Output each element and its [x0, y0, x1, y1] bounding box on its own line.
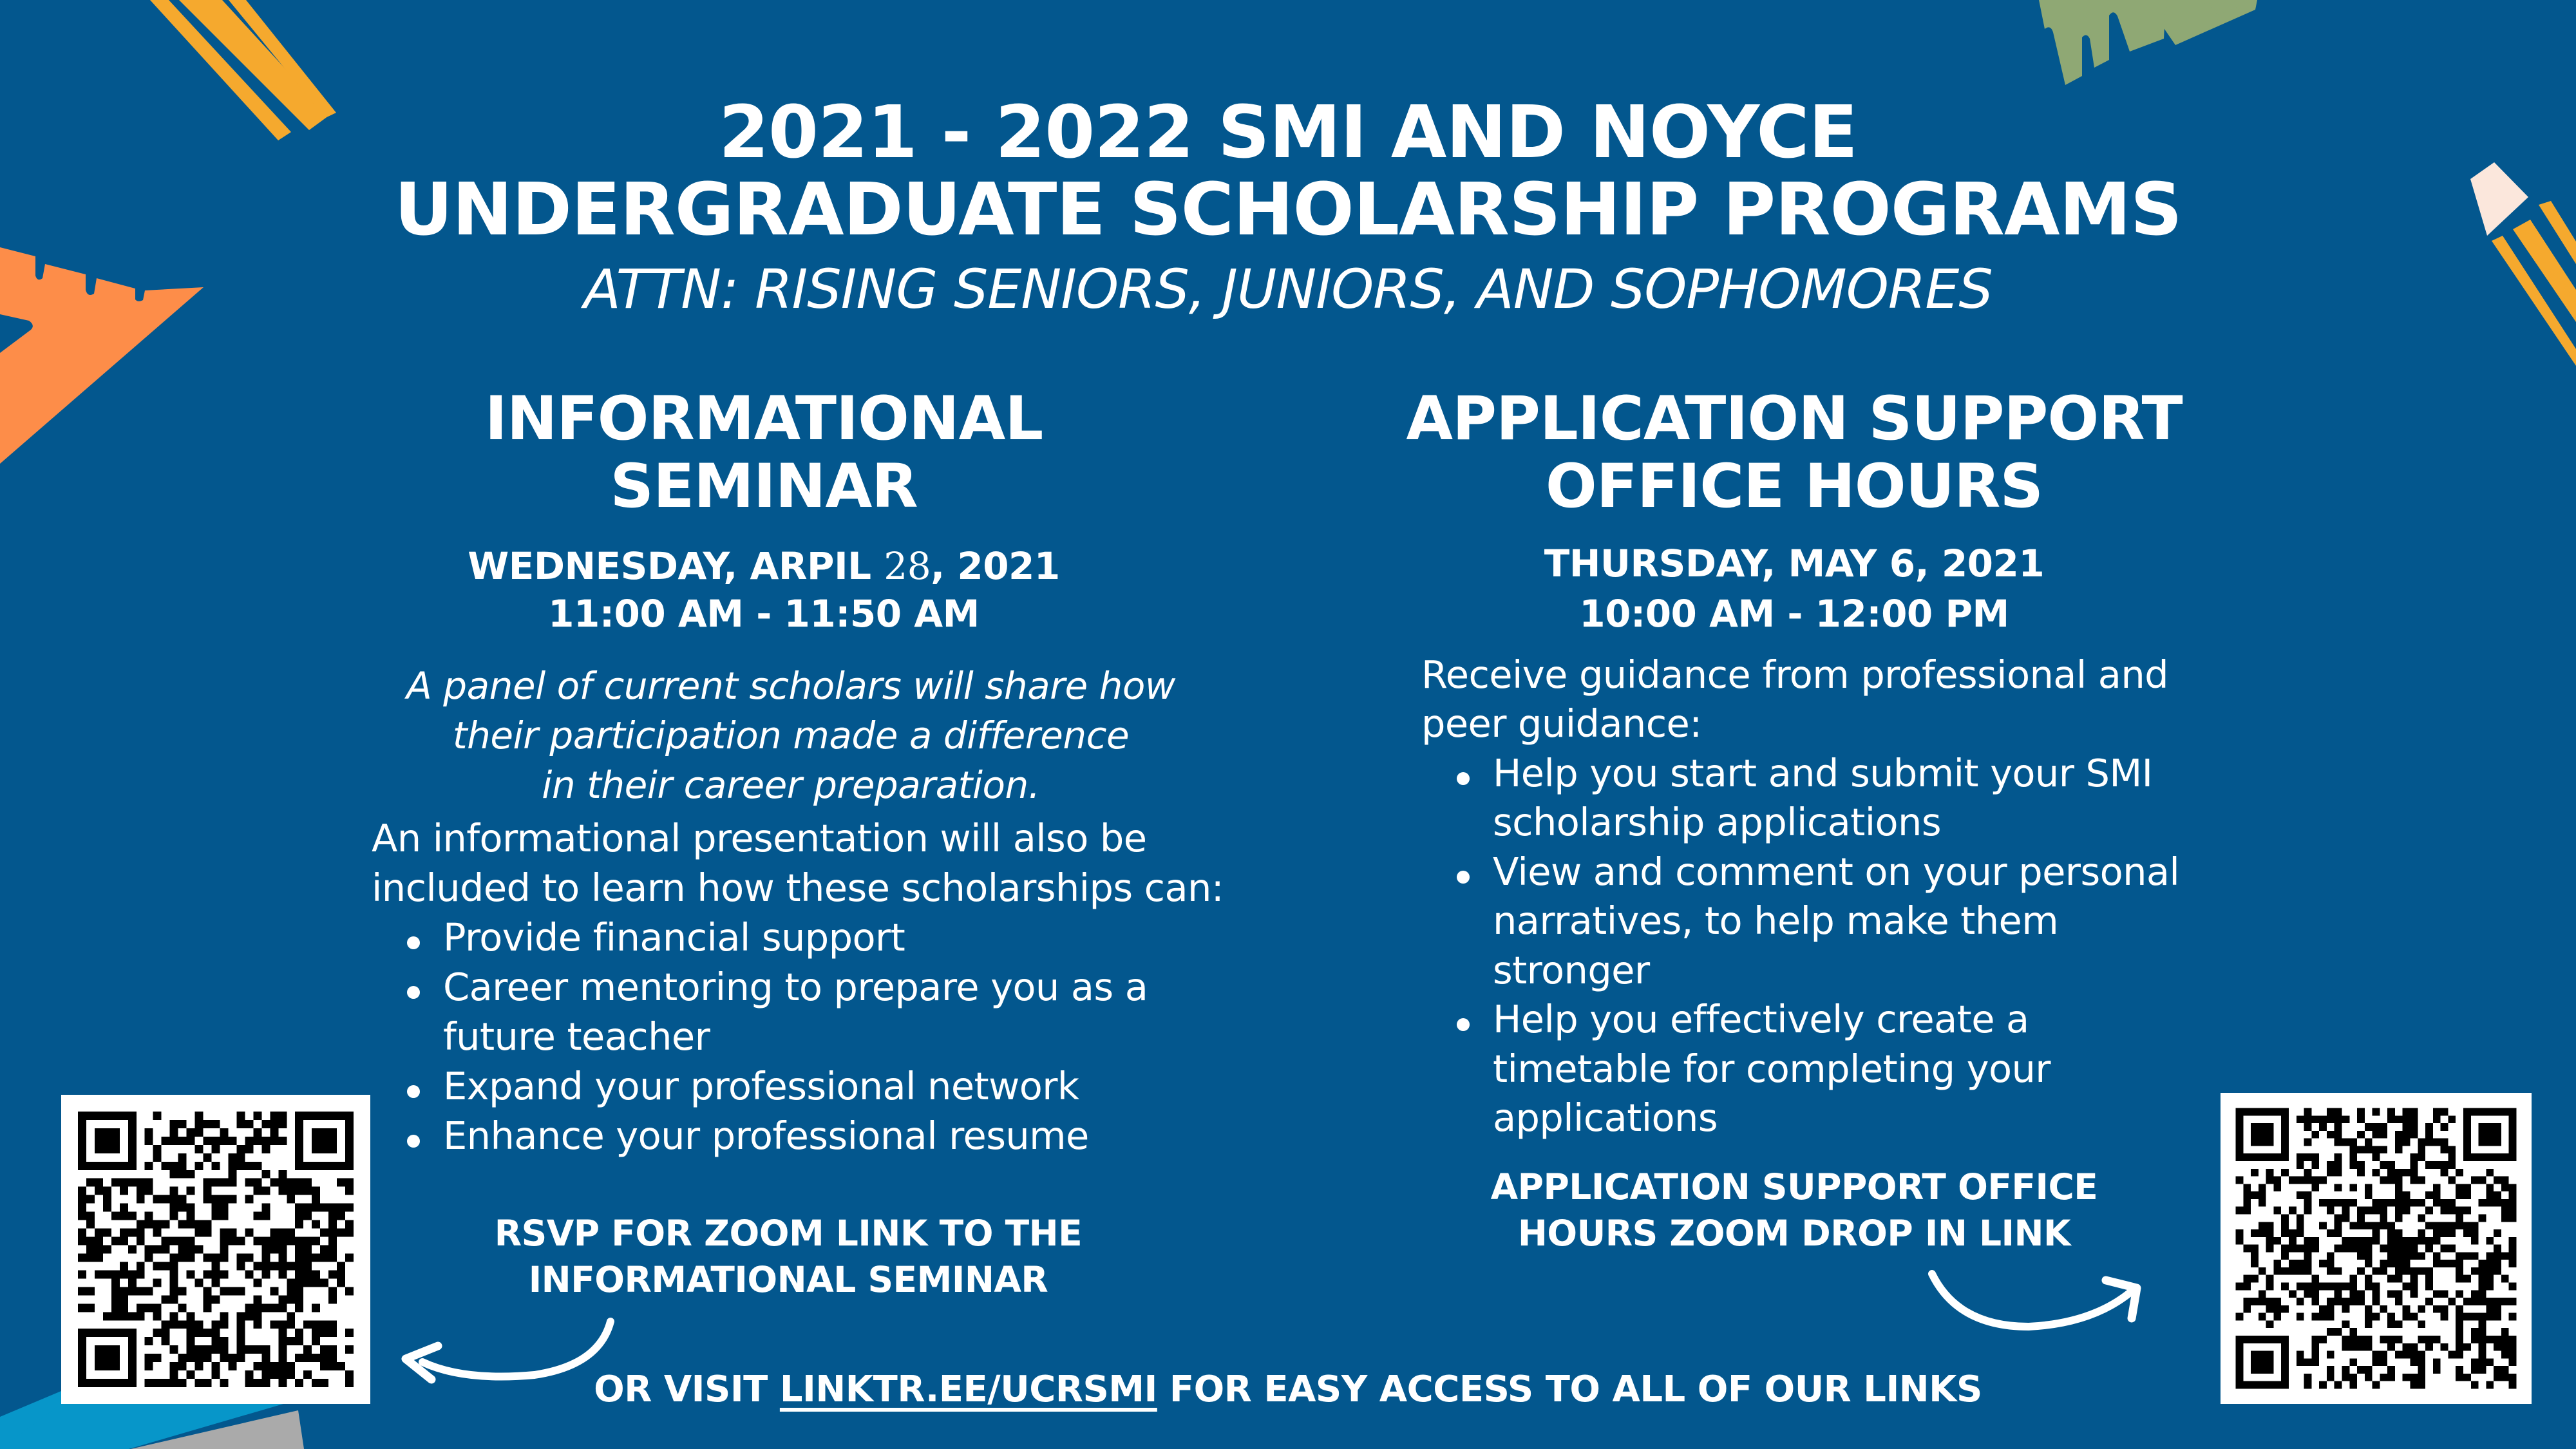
pencil-top-left-icon — [150, 0, 336, 140]
seminar-rsvp-line-2[interactable]: INFORMATIONAL SEMINAR — [528, 1259, 1048, 1300]
office-hours-link-line-2[interactable]: HOURS ZOOM DROP IN LINK — [1517, 1213, 2071, 1254]
office-hours-qr-code-icon[interactable] — [2221, 1093, 2532, 1404]
seminar-heading-line-1: INFORMATIONAL — [484, 384, 1043, 454]
bullet-icon — [407, 1135, 420, 1148]
office-hours-heading-line-1: APPLICATION SUPPORT — [1406, 384, 2183, 454]
seminar-intro-line: included to learn how these scholarships can: — [372, 866, 1224, 910]
linktree-link[interactable]: LINKTR.EE/UCRSMI — [779, 1368, 1157, 1410]
list-item-text: Help you start and submit your SMI — [1493, 751, 2153, 795]
title-line-2: UNDERGRADUATE SCHOLARSHIP PROGRAMS — [394, 168, 2182, 252]
seminar-intro-line: An informational presentation will also be — [372, 816, 1147, 860]
list-item-text: Enhance your professional resume — [443, 1113, 1089, 1158]
bullet-icon — [407, 1085, 420, 1098]
office-hours-link-line-1[interactable]: APPLICATION SUPPORT OFFICE — [1490, 1166, 2098, 1208]
qr-code-icon — [2221, 1093, 2532, 1404]
arrow-right-icon — [1932, 1274, 2137, 1327]
seminar-description-line: their participation made a difference — [452, 714, 1130, 757]
list-item-text: future teacher — [443, 1014, 710, 1059]
subtitle: ATTN: RISING SENIORS, JUNIORS, AND SOPHOMORES — [583, 258, 1993, 321]
list-item-text: applications — [1493, 1095, 1718, 1140]
list-item-text: Expand your professional network — [443, 1064, 1079, 1108]
list-item-text: timetable for completing your — [1493, 1046, 2050, 1091]
office-hours-intro-line: Receive guidance from professional and — [1421, 652, 2168, 697]
seminar-date-day: 28 — [884, 544, 931, 588]
pencil-right-icon — [2470, 162, 2576, 366]
seminar-date-prefix: WEDNESDAY, ARPIL — [468, 544, 884, 588]
footer-suffix: FOR EASY ACCESS TO ALL OF OUR LINKS — [1157, 1368, 1982, 1410]
office-hours-intro-line: peer guidance: — [1421, 701, 1702, 746]
ruler-icon — [2039, 0, 2257, 85]
seminar-description-line: in their career preparation. — [542, 763, 1040, 807]
office-hours-time: 10:00 AM - 12:00 PM — [1579, 592, 2009, 636]
seminar-heading-line-2: SEMINAR — [610, 451, 918, 522]
list-item-text: Career mentoring to prepare you as a — [443, 965, 1148, 1009]
list-item-text: scholarship applications — [1493, 800, 1941, 844]
list-item-text: Provide financial support — [443, 915, 905, 960]
seminar-description-line: A panel of current scholars will share how — [406, 664, 1175, 708]
seminar-date-suffix: , 2021 — [931, 544, 1060, 588]
bullet-icon — [1457, 871, 1470, 884]
set-square-icon — [0, 247, 204, 464]
list-item-text: Help you effectively create a — [1493, 997, 2029, 1041]
seminar-time: 11:00 AM - 11:50 AM — [548, 592, 980, 636]
office-hours-heading-line-2: OFFICE HOURS — [1545, 451, 2043, 522]
seminar-qr-code-icon[interactable] — [61, 1095, 370, 1404]
list-item-text: stronger — [1493, 948, 1650, 992]
seminar-date — [468, 544, 1060, 588]
office-hours-date: THURSDAY, MAY 6, 2021 — [1544, 542, 2045, 585]
qr-code-icon — [61, 1095, 370, 1404]
bullet-icon — [1457, 1018, 1470, 1031]
footer-prefix: OR VISIT — [594, 1368, 780, 1410]
title-line-1: 2021 - 2022 SMI AND NOYCE — [719, 91, 1857, 175]
arrow-left-icon — [406, 1321, 611, 1379]
list-item-text: narratives, to help make them — [1493, 898, 2059, 943]
list-item-text: View and comment on your personal — [1493, 849, 2180, 894]
bullet-icon — [407, 936, 420, 949]
footer-text — [594, 1368, 1982, 1410]
bullet-icon — [407, 986, 420, 999]
seminar-rsvp-line-1[interactable]: RSVP FOR ZOOM LINK TO THE — [494, 1213, 1083, 1254]
bullet-icon — [1457, 772, 1470, 785]
